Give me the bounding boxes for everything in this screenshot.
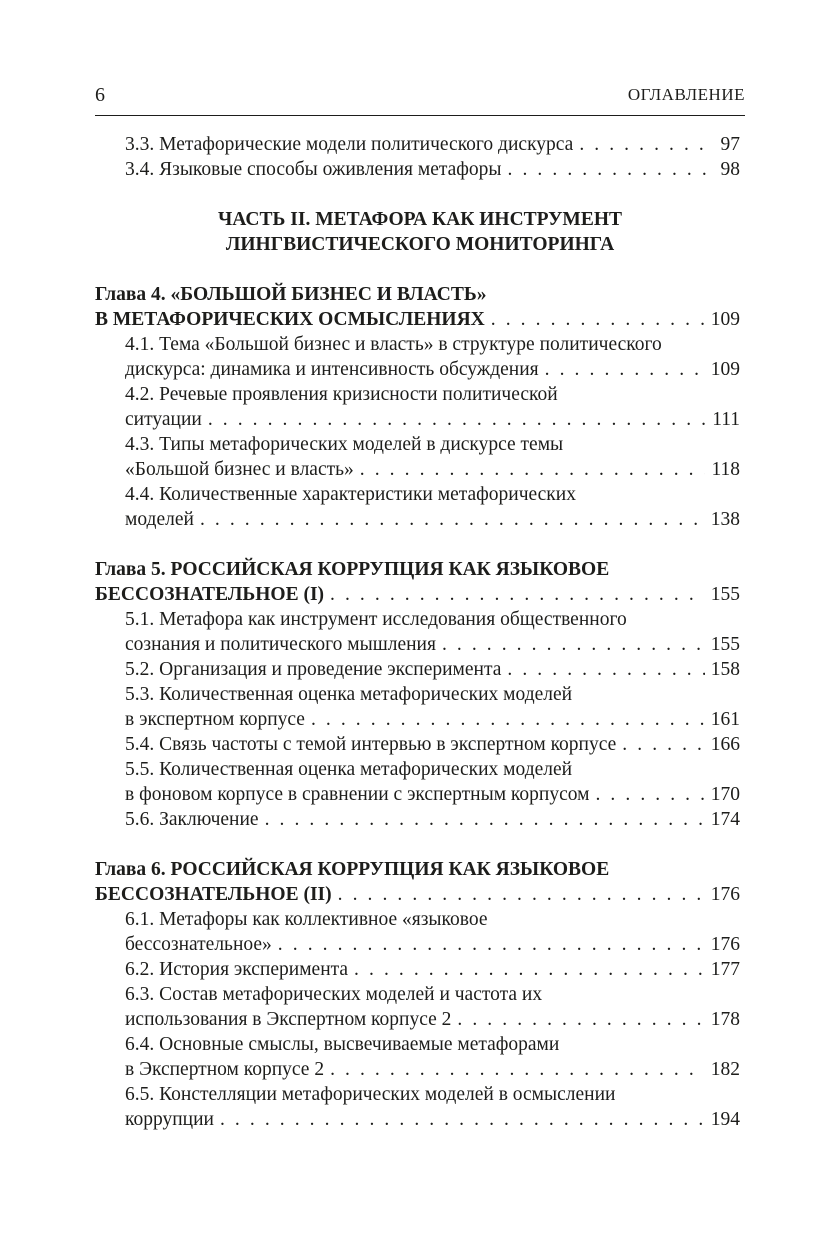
toc-entry-6-1[interactable]: [125, 907, 740, 932]
toc-entry-title: 4.1. Тема «Большой бизнес и власть» в структуре политического: [125, 334, 662, 355]
dot-leader: [220, 1107, 705, 1132]
toc-entry-title: 5.2. Организация и проведение эксперимента: [125, 659, 502, 680]
toc-page-number: 177: [710, 959, 740, 980]
toc-entry-6-5[interactable]: [125, 1082, 740, 1107]
toc-entry-title: 6.2. История эксперимента: [125, 959, 349, 980]
chapter-4-heading-cont[interactable]: [95, 307, 740, 332]
toc-entry-4-1[interactable]: [125, 332, 740, 357]
running-header: [95, 80, 745, 110]
toc-entry-title: в Экспертном корпусе 2: [125, 1059, 325, 1080]
toc-entry-5-3-cont[interactable]: [125, 707, 740, 732]
toc-page-number: 161: [710, 709, 740, 730]
chapter-6-heading[interactable]: [95, 857, 740, 882]
toc-page-number: 98: [720, 159, 740, 180]
toc-entry-4-1-cont[interactable]: [125, 357, 740, 382]
toc-entry-title: 5.3. Количественная оценка метафорических моделей: [125, 684, 573, 705]
toc-entry-title: 4.4. Количественные характеристики метафорических: [125, 484, 576, 505]
dot-leader: [508, 157, 715, 182]
toc-entry-5-1-cont[interactable]: [125, 632, 740, 657]
toc-entry-6-2[interactable]: [125, 957, 740, 982]
toc-page-number: 109: [710, 309, 740, 330]
toc-page-number: 176: [710, 884, 740, 905]
toc-page-number: 158: [710, 659, 740, 680]
dot-leader: [622, 732, 704, 757]
toc-page-number: 182: [710, 1059, 740, 1080]
dot-leader: [311, 707, 705, 732]
toc-entry-4-3-cont[interactable]: [125, 457, 740, 482]
toc-page-number: 170: [710, 784, 740, 805]
toc-page-number: 194: [710, 1109, 740, 1130]
toc-page-number: 111: [712, 409, 740, 430]
toc-entry-title: моделей: [125, 509, 194, 530]
toc-entry-6-3-cont[interactable]: [125, 1007, 740, 1032]
toc-entry-4-2-cont[interactable]: [125, 407, 740, 432]
dot-leader: [507, 657, 704, 682]
header-rule: [95, 115, 745, 116]
toc-entry-title: 6.5. Констелляции метафорических моделей в осмыслении: [125, 1084, 616, 1105]
dot-leader: [200, 507, 705, 532]
toc-entry-title: 6.4. Основные смыслы, высвечиваемые метафорами: [125, 1034, 560, 1055]
toc-entry-6-4-cont[interactable]: [125, 1057, 740, 1082]
toc-entry-title: коррупции: [125, 1109, 214, 1130]
part-heading-line-1: ЧАСТЬ II. МЕТАФОРА КАК ИНСТРУМЕНТ: [217, 209, 622, 230]
toc-entry-5-5-cont[interactable]: [125, 782, 740, 807]
chapter-title-line-1: Глава 5. РОССИЙСКАЯ КОРРУПЦИЯ КАК ЯЗЫКОВОЕ: [95, 559, 610, 580]
toc-entry-6-4[interactable]: [125, 1032, 740, 1057]
dot-leader: [545, 357, 705, 382]
toc-entry-title: 4.3. Типы метафорических моделей в дискурсе темы: [125, 434, 564, 455]
dot-leader: [338, 882, 705, 907]
dot-leader: [457, 1007, 704, 1032]
toc-page-number: 138: [710, 509, 740, 530]
toc-entry-title: ситуации: [125, 409, 202, 430]
toc-entry-4-4-cont[interactable]: [125, 507, 740, 532]
dot-leader: [330, 582, 705, 607]
toc-entry-6-1-cont[interactable]: [125, 932, 740, 957]
toc-page-number: 176: [710, 934, 740, 955]
chapter-title-line-2: БЕССОЗНАТЕЛЬНОЕ (I): [95, 584, 325, 605]
toc-entry-title: 6.3. Состав метафорических моделей и частота их: [125, 984, 543, 1005]
toc-page-number: 155: [710, 584, 740, 605]
chapter-title-line-1: Глава 4. «БОЛЬШОЙ БИЗНЕС И ВЛАСТЬ»: [95, 284, 487, 305]
chapter-title-line-1: Глава 6. РОССИЙСКАЯ КОРРУПЦИЯ КАК ЯЗЫКОВОЕ: [95, 859, 610, 880]
toc-entry-4-2[interactable]: [125, 382, 740, 407]
chapter-5-heading[interactable]: [95, 557, 740, 582]
toc-entry-3-3[interactable]: [125, 132, 740, 157]
dot-leader: [354, 957, 705, 982]
dot-leader: [595, 782, 704, 807]
toc-entry-4-4[interactable]: [125, 482, 740, 507]
toc-entry-5-6[interactable]: [125, 807, 740, 832]
dot-leader: [579, 132, 714, 157]
toc-entry-title: дискурса: динамика и интенсивность обсуждения: [125, 359, 539, 380]
dot-leader: [265, 807, 705, 832]
dot-leader: [208, 407, 706, 432]
toc-entry-title: в экспертном корпусе: [125, 709, 305, 730]
toc-entry-title: 6.1. Метафоры как коллективное «языковое: [125, 909, 488, 930]
toc-page-number: 118: [711, 459, 740, 480]
toc-entry-5-5[interactable]: [125, 757, 740, 782]
toc-entry-title: сознания и политического мышления: [125, 634, 436, 655]
toc-page-number: 109: [710, 359, 740, 380]
chapter-4-heading[interactable]: [95, 282, 740, 307]
chapter-6-heading-cont[interactable]: [95, 882, 740, 907]
toc-entry-title: 5.6. Заключение: [125, 809, 259, 830]
dot-leader: [442, 632, 705, 657]
toc-entry-title: 3.4. Языковые способы оживления метафоры: [125, 159, 502, 180]
chapter-title-line-2: БЕССОЗНАТЕЛЬНОЕ (II): [95, 884, 332, 905]
toc-entry-title: 4.2. Речевые проявления кризисности политической: [125, 384, 558, 405]
toc-entry-5-2[interactable]: [125, 657, 740, 682]
running-title: ОГЛАВЛЕНИЕ: [627, 85, 745, 104]
dot-leader: [278, 932, 705, 957]
toc-entry-title: 5.1. Метафора как инструмент исследования общественного: [125, 609, 627, 630]
toc-entry-5-4[interactable]: [125, 732, 740, 757]
toc-entry-6-5-cont[interactable]: [125, 1107, 740, 1132]
toc-entry-title: бессознательное»: [125, 934, 272, 955]
toc-entry-title: «Большой бизнес и власть»: [125, 459, 354, 480]
toc-page-number: 97: [720, 134, 740, 155]
toc-entry-5-1[interactable]: [125, 607, 740, 632]
toc-page-number: 166: [710, 734, 740, 755]
dot-leader: [330, 1057, 705, 1082]
dot-leader: [491, 307, 705, 332]
toc-entry-4-3[interactable]: [125, 432, 740, 457]
toc-entry-title: 3.3. Метафорические модели политического дискурса: [125, 134, 574, 155]
chapter-title-line-2: В МЕТАФОРИЧЕСКИХ ОСМЫСЛЕНИЯХ: [95, 309, 485, 330]
toc-entry-title: в фоновом корпусе в сравнении с экспертным корпусом: [125, 784, 590, 805]
toc-page-number: 155: [710, 634, 740, 655]
toc-page-number: 174: [710, 809, 740, 830]
toc-entry-title: 5.4. Связь частоты с темой интервью в экспертном корпусе: [125, 734, 617, 755]
dot-leader: [360, 457, 706, 482]
toc-entry-title: использования в Экспертном корпусе 2: [125, 1009, 452, 1030]
toc-entry-title: 5.5. Количественная оценка метафорических моделей: [125, 759, 573, 780]
part-heading-line-2: ЛИНГВИСТИЧЕСКОГО МОНИТОРИНГА: [225, 234, 615, 255]
chapter-5-heading-cont[interactable]: [95, 582, 740, 607]
toc-page-number: 178: [710, 1009, 740, 1030]
toc-entry-3-4[interactable]: [125, 157, 740, 182]
page-number: 6: [95, 84, 105, 106]
toc-entry-6-3[interactable]: [125, 982, 740, 1007]
toc-entry-5-3[interactable]: [125, 682, 740, 707]
